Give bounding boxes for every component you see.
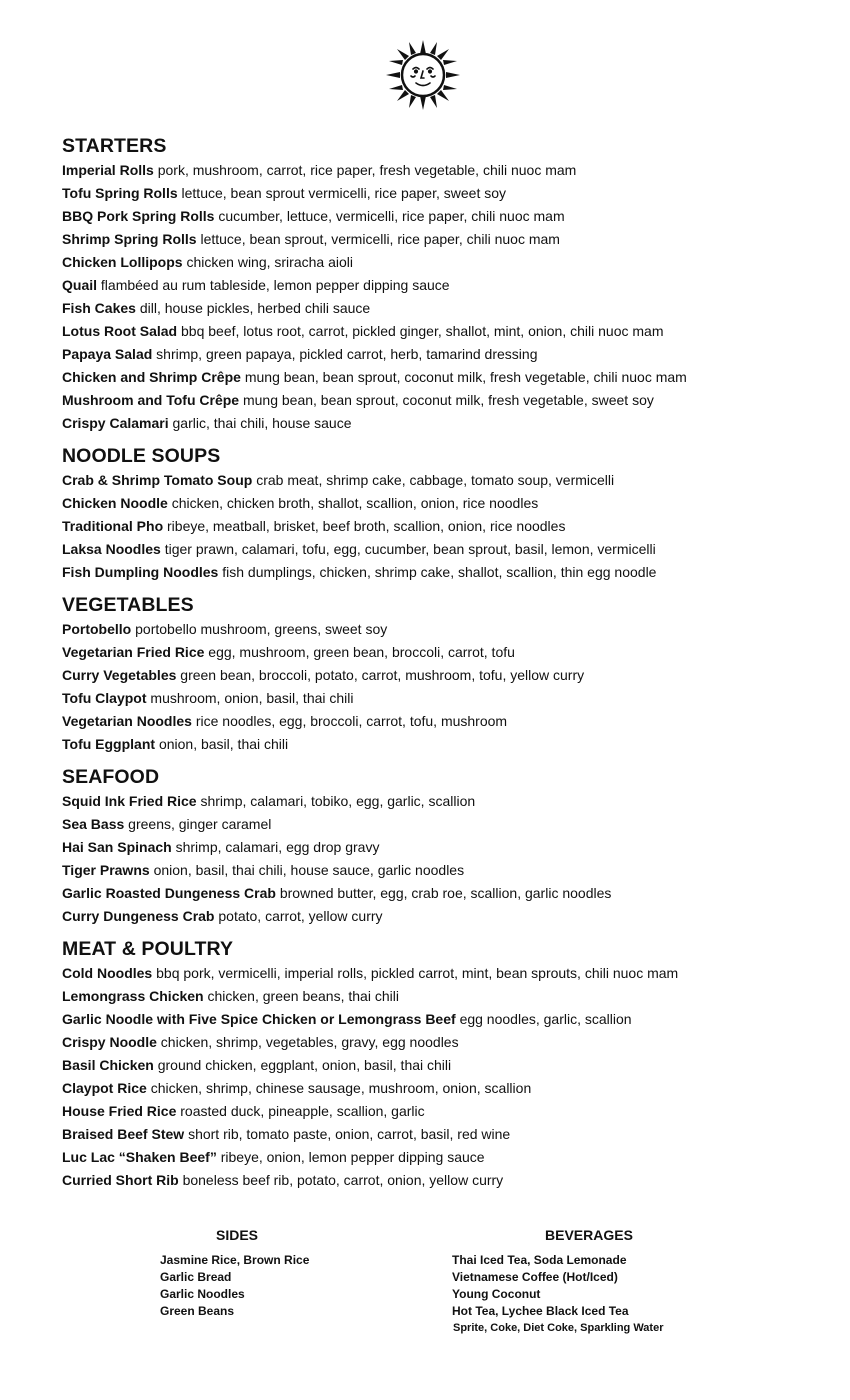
item-description: mushroom, onion, basil, thai chili xyxy=(150,690,354,706)
item-name: Lotus Root Salad xyxy=(62,323,178,339)
side-item: Garlic Bread xyxy=(160,1270,232,1284)
menu-item xyxy=(62,251,832,274)
menu-item xyxy=(62,813,832,836)
item-description: chicken wing, sriracha aioli xyxy=(186,254,353,270)
item-name: Garlic Roasted Dungeness Crab xyxy=(62,885,276,901)
sides-column xyxy=(160,1226,310,1320)
item-description: fish dumplings, chicken, shrimp cake, shallot, scallion, thin egg noodle xyxy=(222,564,657,580)
item-description: greens, ginger caramel xyxy=(128,816,272,832)
item-name: Tofu Eggplant xyxy=(62,736,156,752)
item-description: onion, basil, thai chili, house sauce, garlic noodles xyxy=(153,862,465,878)
item-description: ribeye, meatball, brisket, beef broth, scallion, onion, rice noodles xyxy=(167,518,566,534)
item-description: ribeye, onion, lemon pepper dipping sauce xyxy=(220,1149,485,1165)
menu-item xyxy=(62,274,832,297)
item-name: Luc Lac “Shaken Beef” xyxy=(62,1149,217,1165)
menu-item xyxy=(62,1054,832,1077)
menu-item xyxy=(62,1123,832,1146)
item-description: boneless beef rib, potato, carrot, onion, yellow curry xyxy=(182,1172,504,1188)
item-description: dill, house pickles, herbed chili sauce xyxy=(139,300,371,316)
menu-item xyxy=(62,492,832,515)
item-description: chicken, chicken broth, shallot, scallion, onion, rice noodles xyxy=(171,495,539,511)
item-name: Curried Short Rib xyxy=(62,1172,179,1188)
item-name: Curry Vegetables xyxy=(62,667,177,683)
section-title: STARTERS xyxy=(62,135,167,157)
beverage-item: Sprite, Coke, Diet Coke, Sparkling Water xyxy=(453,1322,664,1334)
section-seafood xyxy=(62,764,832,928)
item-description: lettuce, bean sprout, vermicelli, rice paper, chili nuoc mam xyxy=(200,231,560,247)
item-name: Portobello xyxy=(62,621,132,637)
item-name: Squid Ink Fried Rice xyxy=(62,793,197,809)
item-description: ground chicken, eggplant, onion, basil, thai chili xyxy=(157,1057,452,1073)
item-name: Quail xyxy=(62,277,98,293)
item-name: Fish Dumpling Noodles xyxy=(62,564,219,580)
item-description: lettuce, bean sprout vermicelli, rice paper, sweet soy xyxy=(181,185,507,201)
menu-item xyxy=(62,733,832,756)
section-meat-poultry xyxy=(62,936,832,1192)
menu-item xyxy=(62,882,832,905)
item-name: Chicken Lollipops xyxy=(62,254,183,270)
item-name: House Fried Rice xyxy=(62,1103,177,1119)
menu-item xyxy=(62,469,832,492)
menu-body xyxy=(62,133,832,1200)
beverage-item: Vietnamese Coffee (Hot/Iced) xyxy=(452,1270,618,1284)
menu-item xyxy=(62,228,832,251)
menu-item xyxy=(62,905,832,928)
item-name: Garlic Noodle with Five Spice Chicken or Lemongrass Beef xyxy=(62,1011,456,1027)
item-description: tiger prawn, calamari, tofu, egg, cucumber, bean sprout, basil, lemon, vermicelli xyxy=(164,541,656,557)
item-description: rice noodles, egg, broccoli, carrot, tofu, mushroom xyxy=(195,713,508,729)
item-name: Curry Dungeness Crab xyxy=(62,908,215,924)
section-title: MEAT & POULTRY xyxy=(62,938,234,960)
menu-item xyxy=(62,1146,832,1169)
menu-item xyxy=(62,641,832,664)
beverages-column xyxy=(452,1226,672,1337)
sides-title: SIDES xyxy=(216,1227,259,1243)
section-vegetables xyxy=(62,592,832,756)
item-description: mung bean, bean sprout, coconut milk, fresh vegetable, sweet soy xyxy=(242,392,654,408)
menu-item xyxy=(62,1077,832,1100)
beverage-item: Thai Iced Tea, Soda Lemonade xyxy=(452,1253,627,1267)
menu-item xyxy=(62,664,832,687)
item-name: Shrimp Spring Rolls xyxy=(62,231,197,247)
menu-item xyxy=(62,710,832,733)
item-name: Claypot Rice xyxy=(62,1080,147,1096)
menu-item xyxy=(62,962,832,985)
menu-item xyxy=(62,1008,832,1031)
item-name: Tiger Prawns xyxy=(62,862,150,878)
item-description: browned butter, egg, crab roe, scallion, garlic noodles xyxy=(279,885,612,901)
item-description: pork, mushroom, carrot, rice paper, fresh vegetable, chili nuoc mam xyxy=(157,162,577,178)
menu-item xyxy=(62,366,832,389)
section-title: SEAFOOD xyxy=(62,766,160,788)
section-title: NOODLE SOUPS xyxy=(62,445,221,467)
side-item: Garlic Noodles xyxy=(160,1287,245,1301)
section-starters xyxy=(62,133,832,435)
beverage-item: Hot Tea, Lychee Black Iced Tea xyxy=(452,1304,629,1318)
item-name: Traditional Pho xyxy=(62,518,164,534)
menu-item xyxy=(62,182,832,205)
item-description: shrimp, calamari, tobiko, egg, garlic, scallion xyxy=(200,793,476,809)
item-description: chicken, shrimp, vegetables, gravy, egg noodles xyxy=(160,1034,459,1050)
item-name: Hai San Spinach xyxy=(62,839,172,855)
side-item: Jasmine Rice, Brown Rice xyxy=(160,1253,310,1267)
menu-item xyxy=(62,790,832,813)
item-name: Tofu Claypot xyxy=(62,690,147,706)
menu-item xyxy=(62,159,832,182)
menu-item xyxy=(62,538,832,561)
item-description: egg noodles, garlic, scallion xyxy=(459,1011,632,1027)
item-name: Crispy Calamari xyxy=(62,415,169,431)
item-name: Lemongrass Chicken xyxy=(62,988,204,1004)
sun-face xyxy=(402,54,444,96)
section-noodle-soups xyxy=(62,443,832,584)
menu-item xyxy=(62,343,832,366)
sun-face-logo xyxy=(384,38,462,112)
item-description: chicken, shrimp, chinese sausage, mushroom, onion, scallion xyxy=(150,1080,532,1096)
item-name: Vegetarian Noodles xyxy=(62,713,192,729)
item-description: potato, carrot, yellow curry xyxy=(218,908,383,924)
menu-item xyxy=(62,297,832,320)
menu-item xyxy=(62,859,832,882)
item-description: crab meat, shrimp cake, cabbage, tomato soup, vermicelli xyxy=(256,472,615,488)
menu-item xyxy=(62,205,832,228)
item-description: bbq beef, lotus root, carrot, pickled ginger, shallot, mint, onion, chili nuoc mam xyxy=(181,323,664,339)
item-description: cucumber, lettuce, vermicelli, rice paper, chili nuoc mam xyxy=(218,208,565,224)
item-description: shrimp, green papaya, pickled carrot, herb, tamarind dressing xyxy=(156,346,538,362)
item-description: chicken, green beans, thai chili xyxy=(207,988,399,1004)
side-item: Green Beans xyxy=(160,1304,235,1318)
beverages-list xyxy=(452,1252,672,1337)
item-description: roasted duck, pineapple, scallion, garlic xyxy=(180,1103,425,1119)
item-name: Laksa Noodles xyxy=(62,541,161,557)
item-description: portobello mushroom, greens, sweet soy xyxy=(135,621,388,637)
item-description: flambéed au rum tableside, lemon pepper dipping sauce xyxy=(100,277,450,293)
menu-item xyxy=(62,618,832,641)
item-description: short rib, tomato paste, onion, carrot, basil, red wine xyxy=(188,1126,511,1142)
item-name: Chicken and Shrimp Crêpe xyxy=(62,369,241,385)
item-name: Vegetarian Fried Rice xyxy=(62,644,205,660)
menu-item xyxy=(62,561,832,584)
item-name: Mushroom and Tofu Crêpe xyxy=(62,392,240,408)
item-description: egg, mushroom, green bean, broccoli, carrot, tofu xyxy=(208,644,515,660)
menu-item xyxy=(62,1100,832,1123)
menu-item xyxy=(62,1031,832,1054)
item-name: Crab & Shrimp Tomato Soup xyxy=(62,472,253,488)
beverages-title: BEVERAGES xyxy=(545,1227,633,1243)
item-name: Tofu Spring Rolls xyxy=(62,185,178,201)
item-name: Sea Bass xyxy=(62,816,125,832)
item-description: bbq pork, vermicelli, imperial rolls, pickled carrot, mint, bean sprouts, chili nuoc mam xyxy=(156,965,679,981)
section-title: VEGETABLES xyxy=(62,594,194,616)
item-name: Imperial Rolls xyxy=(62,162,154,178)
item-name: BBQ Pork Spring Rolls xyxy=(62,208,215,224)
menu-item xyxy=(62,985,832,1008)
item-name: Crispy Noodle xyxy=(62,1034,157,1050)
sides-list xyxy=(160,1252,310,1320)
item-description: garlic, thai chili, house sauce xyxy=(172,415,352,431)
menu-item xyxy=(62,687,832,710)
menu-item xyxy=(62,412,832,435)
item-name: Cold Noodles xyxy=(62,965,153,981)
item-description: shrimp, calamari, egg drop gravy xyxy=(175,839,380,855)
menu-item xyxy=(62,836,832,859)
item-name: Chicken Noodle xyxy=(62,495,168,511)
item-name: Fish Cakes xyxy=(62,300,136,316)
menu-item xyxy=(62,515,832,538)
item-name: Papaya Salad xyxy=(62,346,153,362)
item-description: onion, basil, thai chili xyxy=(158,736,289,752)
item-description: green bean, broccoli, potato, carrot, mushroom, tofu, yellow curry xyxy=(180,667,585,683)
item-name: Braised Beef Stew xyxy=(62,1126,185,1142)
menu-item xyxy=(62,320,832,343)
menu-item xyxy=(62,1169,832,1192)
item-description: mung bean, bean sprout, coconut milk, fresh vegetable, chili nuoc mam xyxy=(244,369,687,385)
menu-item xyxy=(62,389,832,412)
beverage-item: Young Coconut xyxy=(452,1287,541,1301)
item-name: Basil Chicken xyxy=(62,1057,154,1073)
